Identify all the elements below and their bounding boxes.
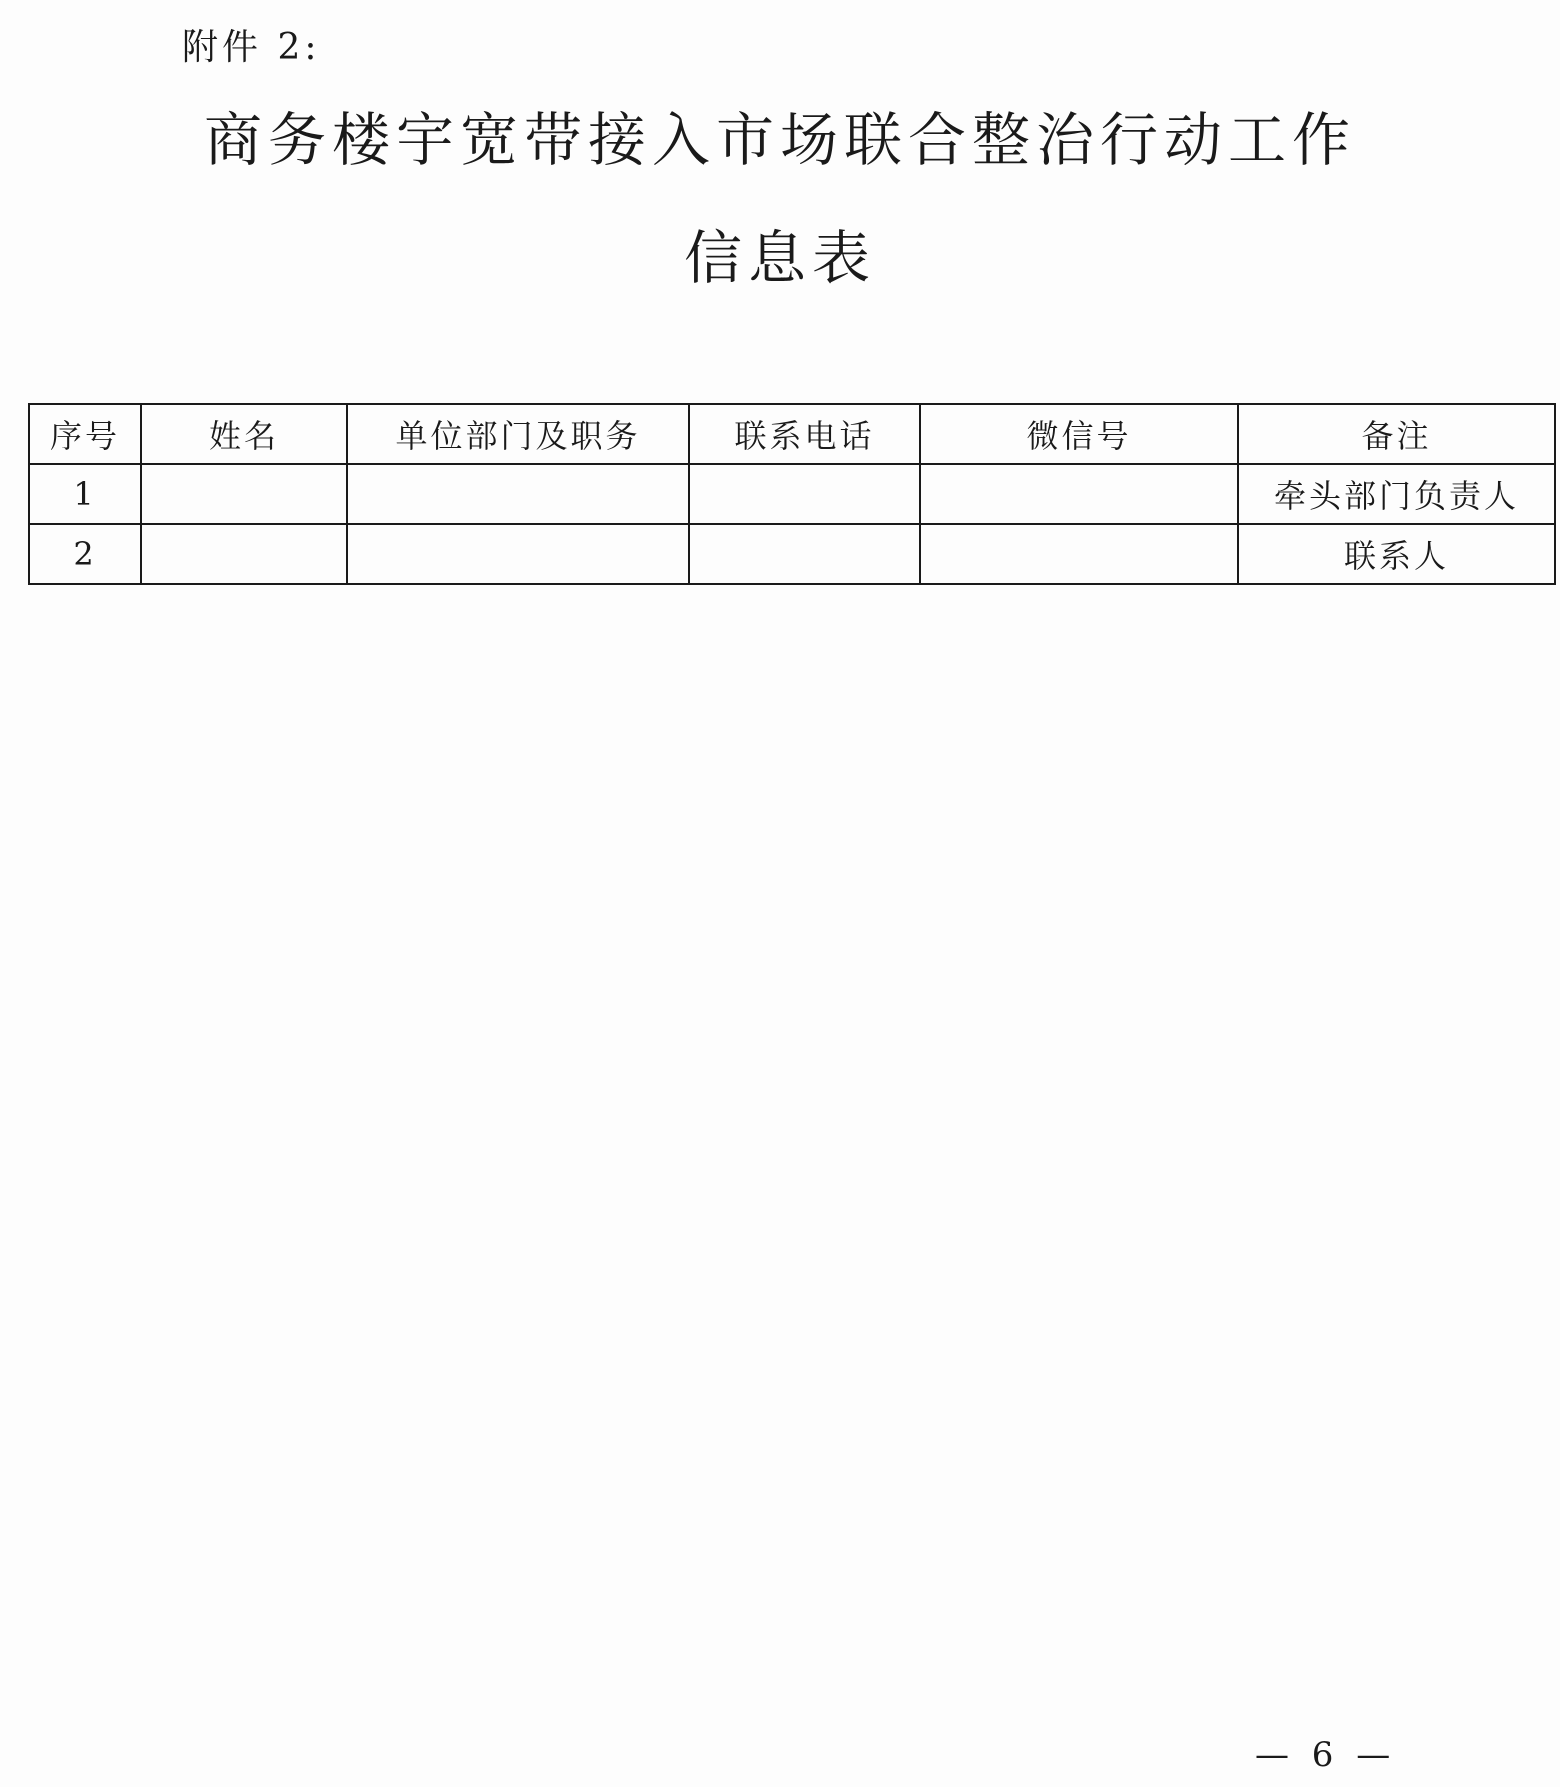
page-number: — 6 — — [1255, 1735, 1397, 1775]
cell-serial-number: 2 — [29, 524, 141, 584]
cell-wechat-id — [920, 464, 1238, 524]
cell-wechat-id — [920, 524, 1238, 584]
attachment-label: 附件 2: — [182, 27, 321, 68]
cell-phone — [689, 464, 920, 524]
cell-phone — [689, 524, 920, 584]
info-table — [28, 403, 1556, 585]
cell-remarks: 牵头部门负责人 — [1238, 464, 1555, 524]
header-serial-number: 序号 — [29, 404, 141, 464]
header-name: 姓名 — [141, 404, 347, 464]
header-wechat-id: 微信号 — [920, 404, 1238, 464]
table-row — [29, 524, 1555, 584]
cell-department-position — [347, 524, 689, 584]
cell-serial-number: 1 — [29, 464, 141, 524]
table-row — [29, 464, 1555, 524]
document-title-line-1: 商务楼宇宽带接入市场联合整治行动工作 — [203, 106, 1356, 174]
cell-name — [141, 464, 347, 524]
table-header-row — [29, 404, 1555, 464]
header-phone: 联系电话 — [689, 404, 920, 464]
header-remarks: 备注 — [1238, 404, 1555, 464]
cell-remarks: 联系人 — [1238, 524, 1555, 584]
cell-department-position — [347, 464, 689, 524]
cell-name — [141, 524, 347, 584]
document-title-line-2: 信息表 — [683, 224, 876, 292]
header-department-position: 单位部门及职务 — [347, 404, 689, 464]
